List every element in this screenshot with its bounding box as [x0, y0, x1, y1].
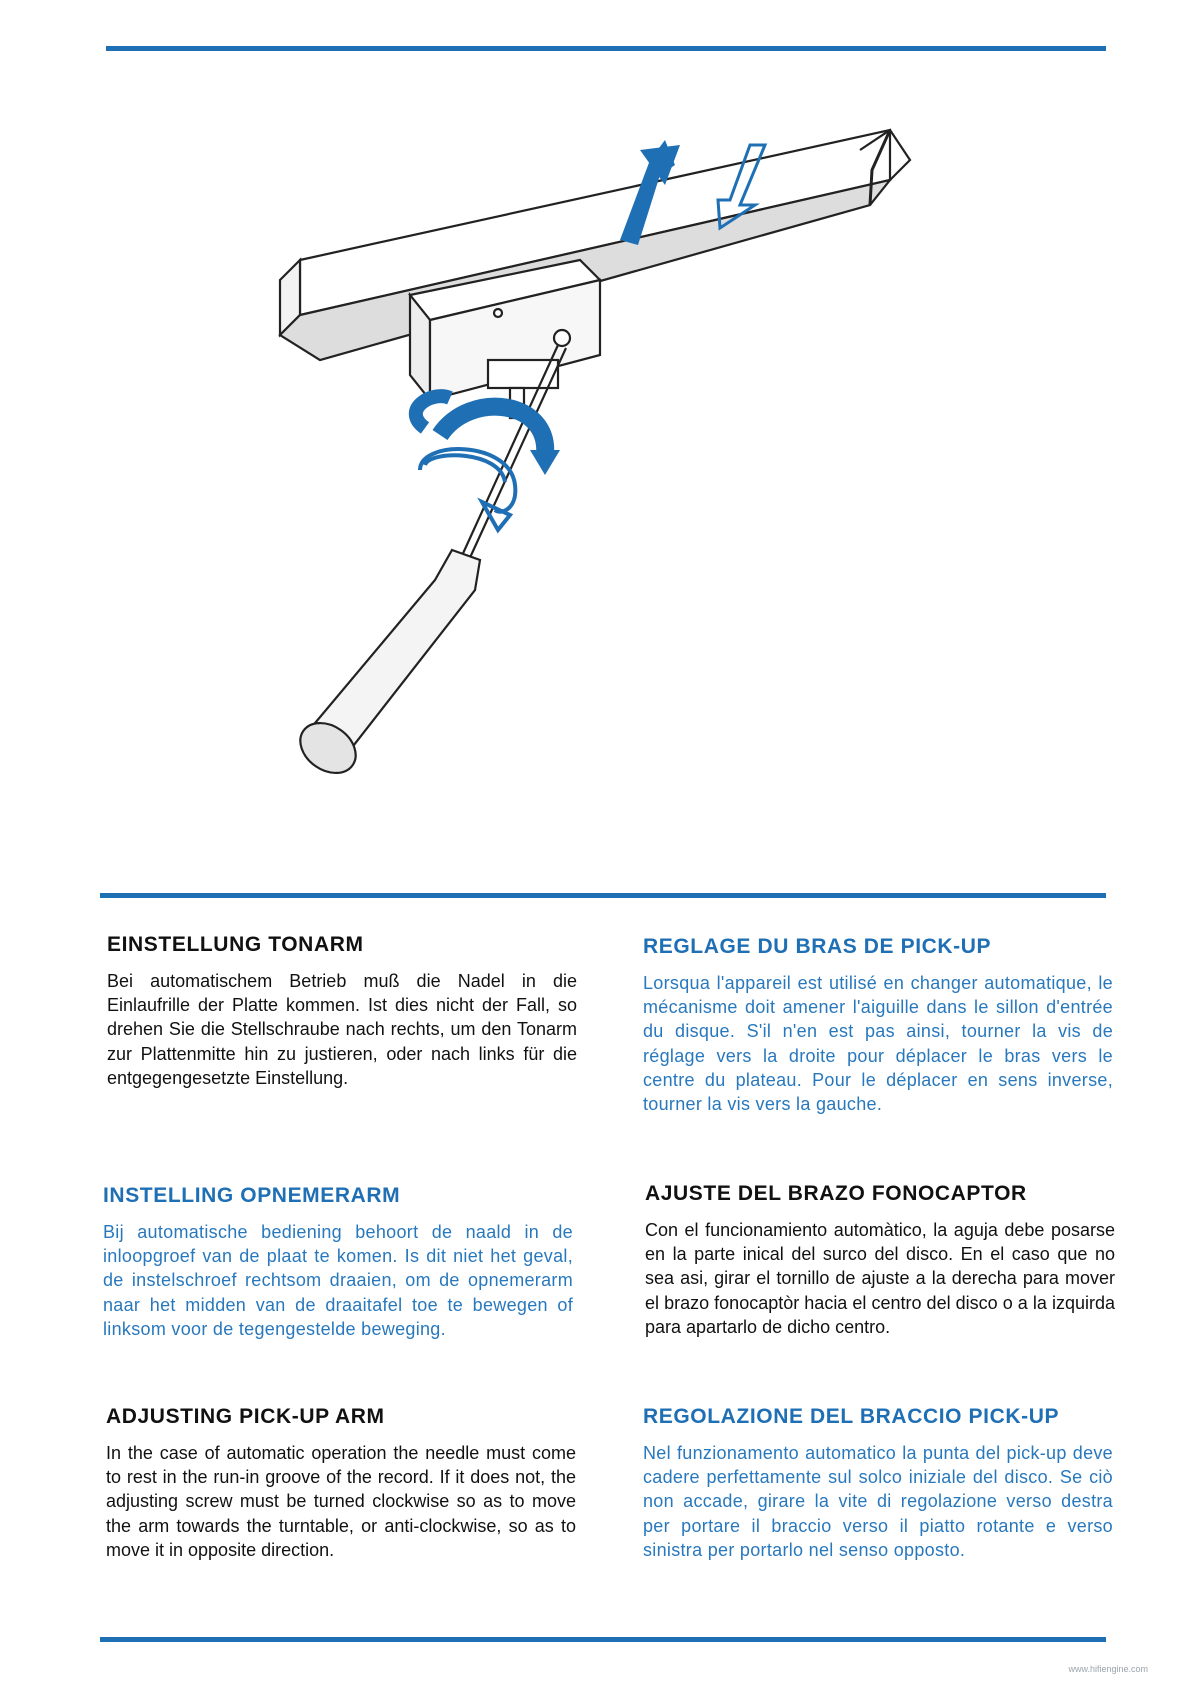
section-title: INSTELLING OPNEMERARM [103, 1184, 401, 1207]
middle-divider [100, 893, 1106, 898]
source-credit: www.hifiengine.com [1068, 1664, 1148, 1674]
section-body: Bei automatischem Betrieb muß die Nadel in die Einlaufrille der Platte kommen. Ist dies nicht der Fall, so drehen Sie die Stellschraube nach rechts, um den Tonarm zur Plattenmitte hin zu justieren, oder nach links für die entgegengesetzte Einstellung. [107, 971, 577, 1088]
section-body: In the case of automatic operation the needle must come to rest in the run-in groove of the record. If it does not, the adjusting screw must be turned clockwise so as to move the arm towards the turntable, or anti-clockwise, so as to move it in opposite direction. [106, 1443, 576, 1560]
section-body: Lorsqua l'appareil est utilisé en changer automatique, le mécanisme doit amener l'aiguille dans le sillon d'entrée du disque. S'il n'en est pas ainsi, tourner la vis de réglage vers la droite pour déplacer le bras vers le centre du plateau. Pour le déplacer en sens inverse, tourner la vis vers la gauche. [643, 973, 1113, 1115]
section-english [106, 1405, 576, 1562]
tonearm-adjustment-illustration [260, 110, 980, 830]
section-body: Nel funzionamento automatico la punta del pick-up deve cadere perfettamente sul solco iniziale del disco. Se ciò non accade, girare la vite di regolazione verso destra per portare il braccio verso il piatto rotante e verso sinistra per portarlo nel senso opposto. [643, 1443, 1113, 1560]
top-divider [106, 46, 1106, 51]
section-italian [643, 1405, 1113, 1562]
section-title: REGLAGE DU BRAS DE PICK-UP [643, 935, 992, 958]
rotation-arrows [416, 396, 560, 530]
section-dutch [103, 1184, 573, 1341]
section-body: Con el funcionamiento automàtico, la aguja debe posarse en la parte inical del surco del disco. En el caso que no sea asi, girar el tornillo de ajuste a la derecha para mover el brazo fonocaptòr hacia el centro del disco o a la izquirda para apartarlo de dicho centro. [645, 1220, 1115, 1337]
section-title: ADJUSTING PICK-UP ARM [106, 1405, 385, 1428]
section-title: AJUSTE DEL BRAZO FONOCAPTOR [645, 1182, 1027, 1205]
section-title: REGOLAZIONE DEL BRACCIO PICK-UP [643, 1405, 1060, 1428]
section-title: EINSTELLUNG TONARM [107, 933, 364, 956]
section-body: Bij automatische bediening behoort de naald in de inloopgroef van de plaat te komen. Is dit niet het geval, de instelschroef rechtsom draaien, om de opnemerarm naar het midden van de draaitafel toe te bewegen of linksom voor de tegengestelde beweging. [103, 1222, 573, 1339]
section-french [643, 935, 1113, 1116]
section-german [107, 933, 577, 1090]
bottom-divider [100, 1637, 1106, 1642]
section-spanish [645, 1182, 1115, 1339]
